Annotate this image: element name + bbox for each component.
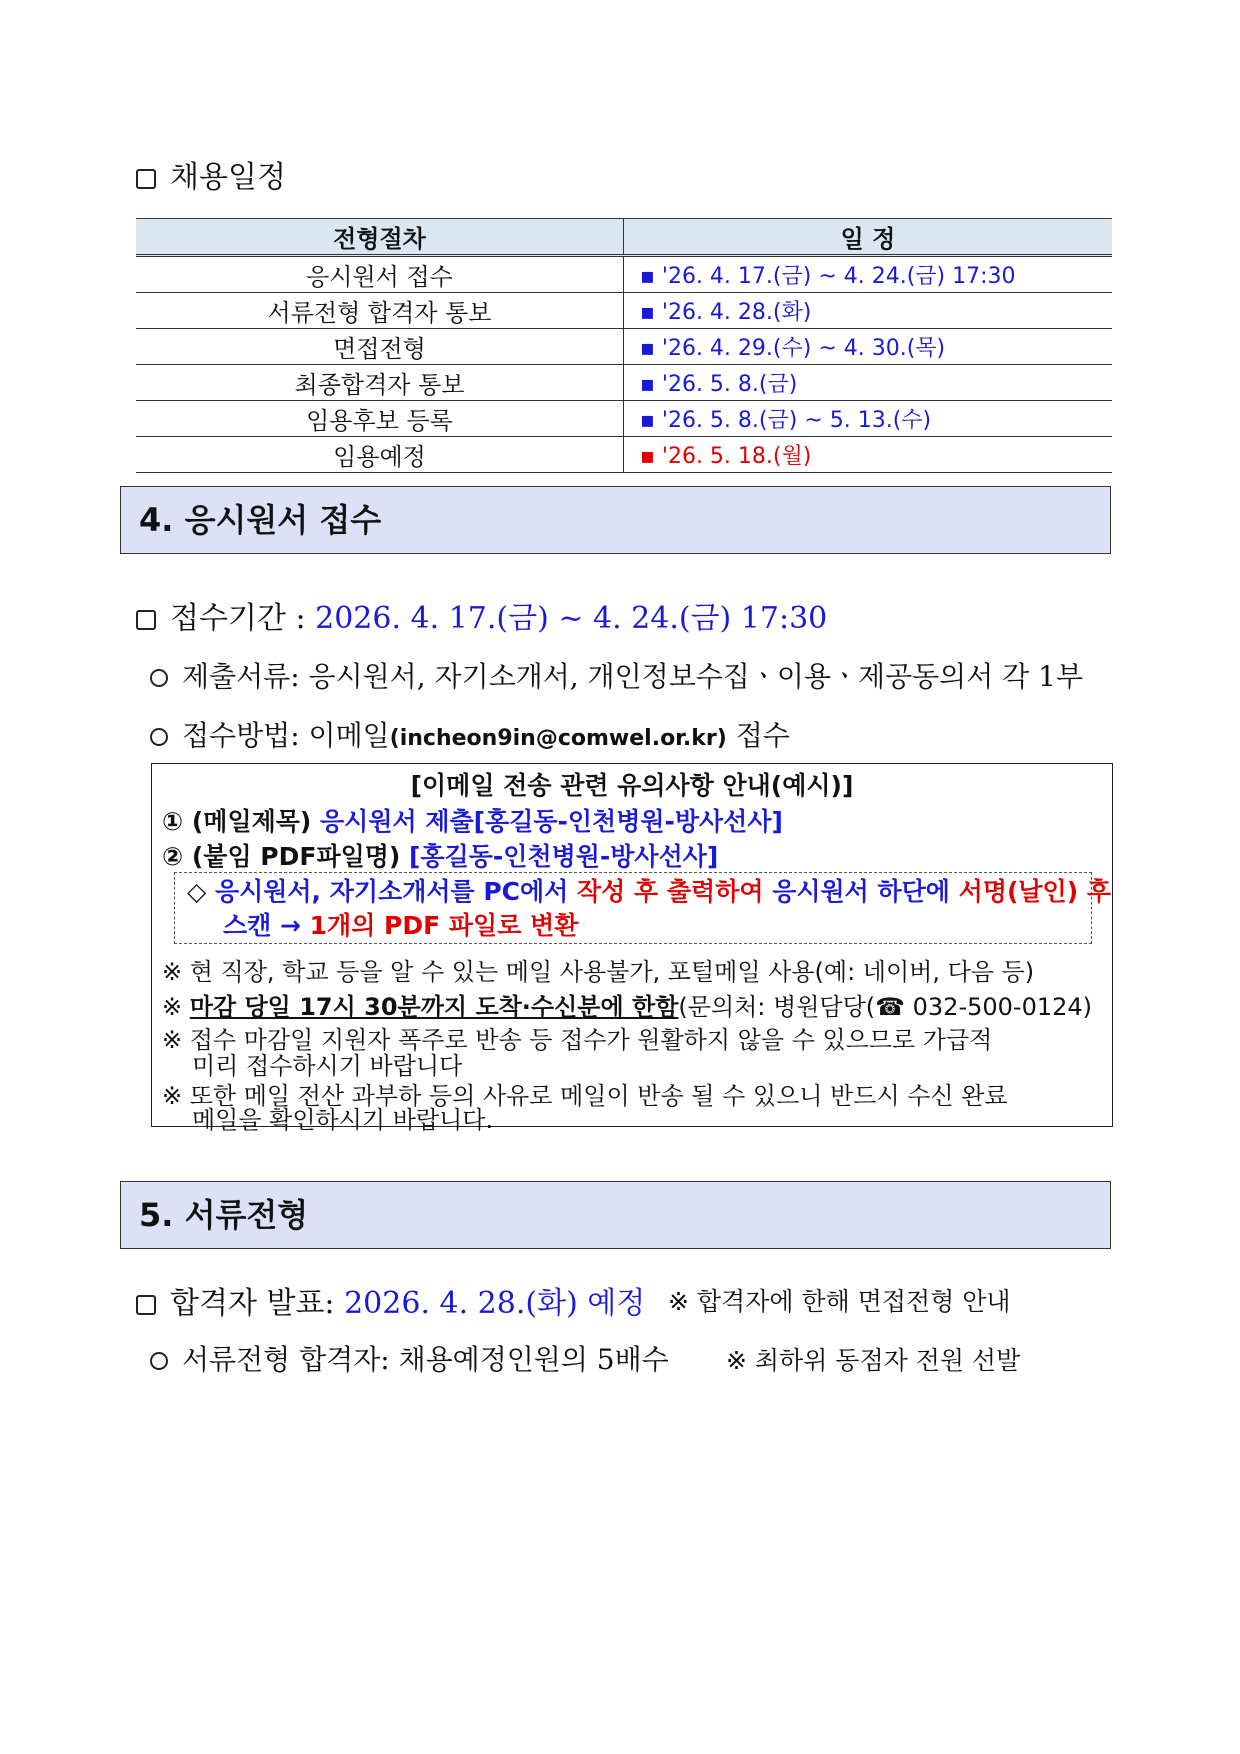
receipt-period [136, 593, 827, 637]
instruction-part-a: 응시원서, 자기소개서를 PC에서 [214, 877, 578, 906]
section-4-header: 4. 응시원서 접수 [120, 486, 1111, 554]
schedule-heading-text: 채용일정 [170, 160, 286, 195]
notice-note-4-line-2: 메일을 확인하시기 바랍니다. [192, 1106, 494, 1134]
table-row [136, 293, 1112, 329]
instruction-part-e: 스캔 → [223, 911, 310, 940]
submission-method-prefix: 접수방법: 이메일 [182, 719, 390, 752]
notice-item-2 [162, 837, 718, 873]
submission-method-suffix: 접수 [726, 719, 790, 752]
instruction-part-c: 응시원서 하단에 [763, 877, 959, 906]
table-row [136, 329, 1112, 365]
pass-criteria [150, 1338, 669, 1378]
instruction-part-b: 작성 후 출력하여 [577, 877, 764, 906]
notice-note-3-line-1: ※ 접수 마감일 지원자 폭주로 반송 등 접수가 원활하지 않을 수 있으므로 가급적 [162, 1026, 993, 1054]
checkbox-square-icon [136, 1295, 156, 1315]
schedule-table [136, 218, 1112, 473]
date-cell: ▪ '26. 5. 8.(금) ~ 5. 13.(수) [624, 401, 1113, 437]
notice-note-1: ※ 현 직장, 학교 등을 알 수 있는 메일 사용불가, 포털메일 사용(예: 네이버, 다음 등) [162, 958, 1035, 986]
section-5-header: 5. 서류전형 [120, 1181, 1111, 1249]
circle-bullet-icon [150, 728, 168, 746]
notice-item-1-value: 응시원서 제출[홍길동-인천병원-방사선사] [320, 807, 783, 836]
notice-note-4-line-1: ※ 또한 메일 전산 과부하 등의 사유로 메일이 반송 될 수 있으니 반드시 수신 완료 [162, 1082, 1008, 1110]
table-row [136, 256, 1112, 293]
step-cell: 응시원서 접수 [136, 256, 624, 293]
pass-announcement-value: 2026. 4. 28.(화) 예정 [344, 1286, 646, 1321]
pass-announcement-note: ※ 합격자에 한해 면접전형 안내 [668, 1287, 1011, 1316]
submission-documents [150, 655, 1083, 695]
pass-announcement-label: 합격자 발표: [170, 1286, 345, 1321]
submission-method [150, 714, 790, 754]
step-cell: 임용예정 [136, 437, 624, 473]
circle-bullet-icon [150, 669, 168, 687]
step-cell: 최종합격자 통보 [136, 365, 624, 401]
diamond-bullet-icon: ◇ [187, 877, 215, 906]
notice-note-3-line-2: 미리 접수하시기 바랍니다 [192, 1052, 463, 1080]
table-row [136, 365, 1112, 401]
submission-documents-text: 제출서류: 응시원서, 자기소개서, 개인정보수집ㆍ이용ㆍ제공동의서 각 1부 [182, 660, 1083, 693]
date-cell: ▪ '26. 4. 17.(금) ~ 4. 24.(금) 17:30 [624, 256, 1113, 293]
instruction-part-d: 서명(날인) 후 [958, 877, 1111, 906]
notice-item-2-prefix: ② (붙임 PDF파일명) [162, 842, 410, 871]
pass-criteria-text: 서류전형 합격자: 채용예정인원의 5배수 [182, 1343, 669, 1376]
notice-note-2-suffix: (문의처: 병원담당(☎ 032-500-0124) [678, 993, 1093, 1021]
pass-announcement [136, 1278, 645, 1322]
column-header-date: 일 정 [624, 219, 1113, 256]
receipt-period-label: 접수기간 : [170, 601, 316, 636]
checkbox-square-icon [136, 610, 156, 630]
submission-email-address: (incheon9in@comwel.or.kr) [389, 726, 727, 751]
step-cell: 서류전형 합격자 통보 [136, 293, 624, 329]
date-cell: ▪ '26. 4. 28.(화) [624, 293, 1113, 329]
table-row [136, 437, 1112, 473]
column-header-step: 전형절차 [136, 219, 624, 256]
date-cell: ▪ '26. 5. 8.(금) [624, 365, 1113, 401]
checkbox-square-icon [136, 169, 156, 189]
notice-note-2 [162, 987, 1092, 1022]
schedule-table-header [136, 219, 1112, 256]
notice-note-2-bold: 마감 당일 17시 30분까지 도착·수신분에 한함 [189, 993, 679, 1021]
date-cell: ▪ '26. 5. 18.(월) [624, 437, 1113, 473]
notice-title: [이메일 전송 관련 유의사항 안내(예시)] [410, 771, 854, 800]
notice-note-2-prefix: ※ [162, 993, 190, 1021]
notice-item-1 [162, 802, 783, 838]
schedule-heading [136, 152, 286, 196]
step-cell: 임용후보 등록 [136, 401, 624, 437]
notice-item-1-prefix: ① (메일제목) [162, 807, 321, 836]
notice-item-2-value: [홍길동-인천병원-방사선사] [409, 842, 719, 871]
email-notice-box [151, 763, 1113, 1134]
circle-bullet-icon [150, 1352, 168, 1370]
instruction-part-f: 1개의 PDF 파일로 변환 [309, 911, 579, 940]
receipt-period-value: 2026. 4. 17.(금) ~ 4. 24.(금) 17:30 [315, 601, 828, 636]
step-cell: 면접전형 [136, 329, 624, 365]
pass-criteria-note: ※ 최하위 동점자 전원 선발 [726, 1346, 1021, 1375]
pdf-conversion-instruction [174, 872, 1111, 944]
date-cell: ▪ '26. 4. 29.(수) ~ 4. 30.(목) [624, 329, 1113, 365]
table-row [136, 401, 1112, 437]
